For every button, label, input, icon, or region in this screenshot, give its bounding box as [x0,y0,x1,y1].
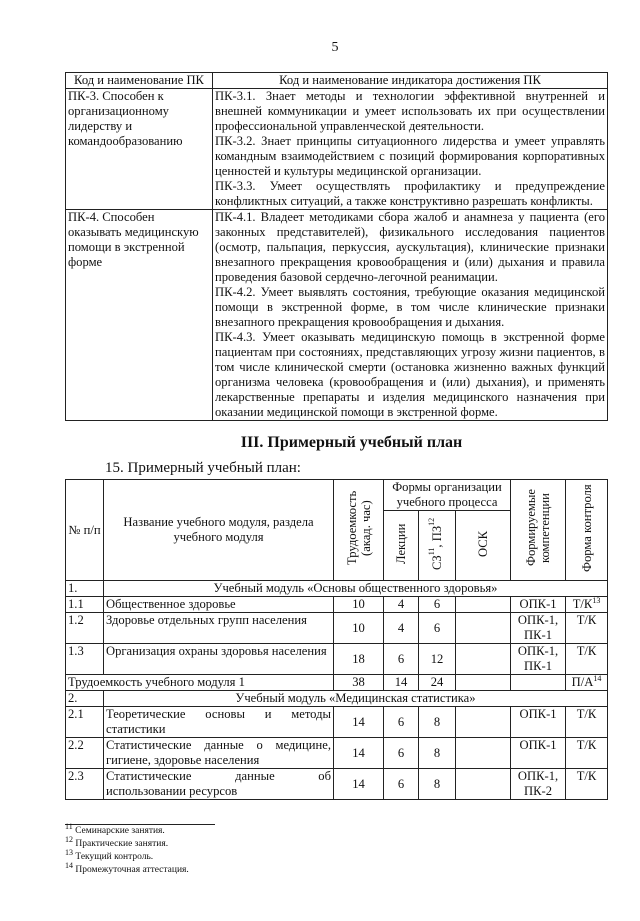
header-hours [334,480,384,581]
row-control: Т/К [566,613,608,644]
total-competencies [511,675,566,691]
row-num: 1.3 [66,644,104,675]
control-text: П/А [571,675,594,689]
table-row [66,738,608,769]
row-seminars: 12 [419,644,456,675]
row-num: 2.1 [66,707,104,738]
total-row [66,675,608,691]
row-competencies: ОПК-1, ПК-1 [511,644,566,675]
row-hours: 18 [334,644,384,675]
footnote-ref: 11 [426,547,436,555]
footnote-ref: 14 [593,673,602,683]
row-control: Т/К [566,707,608,738]
row-num: 2.2 [66,738,104,769]
table-row [66,707,608,738]
header-num: № п/п [66,480,104,581]
row-competencies: ОПК-1 [511,707,566,738]
footnote-ref: 12 [426,517,436,526]
row-name: Организация охраны здоровья населения [104,644,334,675]
table-row [66,613,608,644]
row-lectures: 6 [384,707,419,738]
footnote-text: Семинарские занятия. [75,826,165,836]
header-competencies [511,480,566,581]
row-name: Здоровье отдельных групп населения [104,613,334,644]
row-lectures: 6 [384,738,419,769]
page-number: 5 [331,40,339,55]
footnote-text: Текущий контроль. [75,852,154,862]
header-hours-text: Трудоемкость (акад. час) [344,490,373,566]
row-osk [456,613,511,644]
competency-table [65,72,608,421]
row-control: Т/К [566,738,608,769]
row-seminars: 8 [419,707,456,738]
total-lectures: 14 [384,675,419,691]
row-seminars: 8 [419,738,456,769]
footnote [65,821,608,838]
header-competencies-text: Формируемые компетенции [524,489,553,567]
indicator: ПК-3.3. Умеет осуществлять профилактику и предупреждение конфликтных ситуаций, а также конструктивно разрешать конфликты. [215,179,605,208]
row-lectures: 6 [384,644,419,675]
row-seminars: 8 [419,769,456,800]
row-control: Т/К [566,644,608,675]
module-num: 2. [66,691,104,707]
indicator: ПК-3.2. Знает принципы ситуационного лидерства и умеет управлять командным взаимодействием с позиций формирования корпоративных ценностей и культуры медицинской организации. [215,134,605,178]
row-num: 2.3 [66,769,104,800]
header-lectures [384,511,419,581]
row-osk [456,597,511,613]
footnote [65,834,608,851]
row-lectures: 6 [384,769,419,800]
row-hours: 14 [334,769,384,800]
module-title: Учебный модуль «Медицинская статистика» [104,691,608,707]
indicator-cell [213,210,608,421]
row-osk [456,707,511,738]
subheading: 15. Примерный учебный план: [105,460,301,476]
row-control: Т/К [566,769,608,800]
total-seminars: 24 [419,675,456,691]
table-row [66,210,608,421]
module-title: Учебный модуль «Основы общественного здоровья» [104,581,608,597]
header-control-text: Форма контроля [579,484,594,572]
module-row [66,581,608,597]
indicator: ПК-4.3. Умеет оказывать медицинскую помощь в экстренной форме пациентам при состояниях, представляющих угрозу жизни пациентов, в том числе клинической смерти (остановка жизненно важных функций организма человека (кровообращения и (или) дыхания), и применять лекарственные препараты и изделия медицинского назначения при оказании медицинской помощи в экстренной форме. [215,330,605,419]
table-row [66,597,608,613]
row-num: 1.2 [66,613,104,644]
footnote-num: 14 [65,860,73,870]
row-competencies: ОПК-1, ПК-2 [511,769,566,800]
header-control [566,480,608,581]
table-row [66,89,608,210]
row-hours: 14 [334,707,384,738]
indicator: ПК-4.1. Владеет методиками сбора жалоб и анамнеза у пациента (его законных представителей), физикального исследования пациентов (осмотр, пальпация, перкуссия, аускультация), клинические признаки внезапного прекращения кровообращения и (или) дыхания и правила проведения базовой сердечно-легочной реанимации. [215,210,605,284]
row-osk [456,644,511,675]
row-hours: 10 [334,597,384,613]
table-row [66,769,608,800]
header-lectures-text: Лекции [394,523,408,564]
module-row [66,691,608,707]
row-osk [456,738,511,769]
module-num: 1. [66,581,104,597]
footnote [65,847,608,864]
row-seminars: 6 [419,597,456,613]
row-name: Общественное здоровье [104,597,334,613]
total-hours: 38 [334,675,384,691]
page-body [65,72,608,897]
header-name: Название учебного модуля, раздела учебного модуля [104,480,334,581]
footnote-text: Промежуточная аттестация. [75,865,189,875]
total-control [566,675,608,691]
row-name: Статистические данные о медицине, гигиене, здоровье населения [104,738,334,769]
seminars-label: СЗ [430,554,444,570]
row-osk [456,769,511,800]
header-seminars [419,511,456,581]
row-lectures: 4 [384,597,419,613]
header-competency: Код и наименование ПК [66,73,213,89]
footnote-num: 12 [65,834,73,844]
total-osk [456,675,511,691]
row-competencies: ОПК-1 [511,738,566,769]
row-name: Теоретические основы и методы статистики [104,707,334,738]
row-name: Статистические данные об использовании ресурсов [104,769,334,800]
indicator: ПК-4.2. Умеет выявлять состояния, требующие оказания медицинской помощи в экстренной форме, в том числе клинические признаки внезапного прекращения кровообращения и дыхания. [215,285,605,329]
table-row [66,644,608,675]
header-indicator: Код и наименование индикатора достижения ПК [213,73,608,89]
header-seminars-text [426,512,444,576]
table-header-row [66,73,608,89]
section-heading: III. Примерный учебный план [240,434,463,451]
footnote-text: Практические занятия. [75,839,169,849]
indicator: ПК-3.1. Знает методы и технологии эффективной внутренней и внешней коммуникации и умеет использовать их при осуществлении профессиональной управленческой деятельности. [215,89,605,133]
practicals-label: , ПЗ [430,525,444,548]
curriculum-table [65,479,608,800]
footnote-num: 13 [65,847,73,857]
control-text: Т/К [572,597,593,611]
row-hours: 10 [334,613,384,644]
row-seminars: 6 [419,613,456,644]
row-competencies: ОПК-1, ПК-1 [511,613,566,644]
competency-cell: ПК-4. Способен оказывать медицинскую помощи в экстренной форме [66,210,213,421]
table-header-row [66,480,608,511]
indicator-cell [213,89,608,210]
row-num: 1.1 [66,597,104,613]
footnote [65,860,608,877]
row-competencies: ОПК-1 [511,597,566,613]
total-label: Трудоемкость учебного модуля 1 [66,675,334,691]
header-osk-text: ОСК [476,530,491,557]
footnote-num: 11 [65,821,73,831]
competency-cell: ПК-3. Способен к организационному лидерству и командообразованию [66,89,213,210]
footnote-ref: 13 [592,595,601,605]
header-forms: Формы организации учебного процесса [384,480,511,511]
row-control [566,597,608,613]
header-osk [456,511,511,581]
row-lectures: 4 [384,613,419,644]
row-hours: 14 [334,738,384,769]
